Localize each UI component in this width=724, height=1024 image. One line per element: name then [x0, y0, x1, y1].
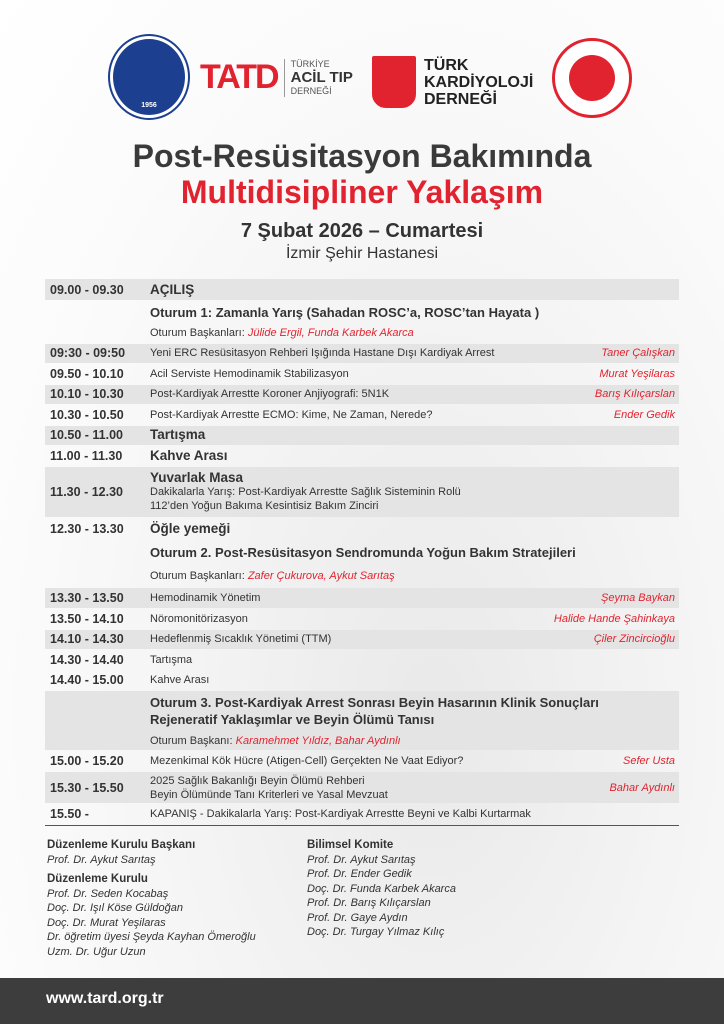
anesthesia-society-logo: [110, 36, 188, 118]
session-body: [150, 283, 679, 297]
committee-member: Doç. Dr. Murat Yeşilaras: [47, 916, 166, 929]
speaker-name: Şeyma Baykan: [601, 591, 675, 604]
talk-title: Post-Kardiyak Arrestte Koroner Anjiyografi: 5N1K: [150, 388, 390, 400]
heart-icon: [372, 56, 416, 108]
speaker-name: Taner Çalışkan: [601, 347, 675, 359]
chair-label: Oturum Başkanı:: [150, 734, 233, 747]
talk-title: Tartışma: [150, 427, 206, 442]
session-time: 09:30 - 09:50: [50, 346, 126, 360]
chair-names: Jülide Ergil, Funda Karbek Akarca: [247, 327, 414, 339]
session-time: 10.30 - 10.50: [50, 407, 124, 422]
session-time: 15.30 - 15.50: [50, 780, 124, 795]
session-time: 14.40 - 15.00: [50, 673, 124, 687]
program-row: [45, 671, 679, 690]
tatd-abbr: TATD: [200, 58, 278, 96]
talk-title: Kahve Arası: [150, 447, 228, 463]
program-table: [45, 279, 679, 826]
session-heading: Rejeneratif Yaklaşımlar ve Beyin Ölümü Tanısı: [150, 711, 435, 727]
session-body: [150, 774, 679, 802]
program-row: [45, 805, 679, 824]
program-row: [45, 385, 679, 404]
committee-member: Prof. Dr. Gaye Aydın: [307, 911, 408, 924]
org-heading: Düzenleme Kurulu: [47, 873, 148, 885]
committee-member: Prof. Dr. Aykut Sarıtaş: [307, 853, 416, 866]
session-body: [150, 346, 679, 360]
talk-title: Nöromonitörizasyon: [150, 612, 248, 625]
speaker-name: Sefer Usta: [623, 755, 675, 767]
session-body: [150, 754, 679, 768]
speaker-name: Ender Gedik: [613, 408, 675, 421]
scientific-committee: [307, 838, 456, 940]
sci-heading: Bilimsel Komite: [307, 839, 394, 851]
talk-title: Öğle yemeği: [150, 520, 231, 536]
event-date: 7 Şubat 2026 – Cumartesi: [240, 220, 484, 242]
session-body: [150, 807, 679, 821]
hospital-seal-logo: [552, 38, 632, 118]
talk-subtitle: Dakikalarla Yarış: Post-Kardiyak Arrestte Sağlık Sisteminin Rolü: [150, 485, 461, 498]
talk-title: KAPANIŞ - Dakikalarla Yarış: Post-Kardiyak Arrestte Beyni ve Kalbi Kurtarmak: [150, 808, 531, 820]
tatd-logo: [200, 58, 353, 97]
program-row: [45, 364, 679, 383]
logo-bar: [0, 36, 724, 126]
session-body: [150, 408, 679, 422]
session-time: 14.10 - 14.30: [50, 632, 124, 646]
program-row: [45, 752, 679, 771]
program-row: [45, 467, 679, 517]
program-row: [45, 279, 679, 300]
speaker-name: Barış Kılıçarslan: [594, 388, 675, 400]
cardio-line2: KARDİYOLOJİ: [424, 73, 534, 91]
talk-title: Yeni ERC Resüsitasyon Rehberi Işığında Hastane Dışı Kardiyak Arrest: [150, 347, 495, 359]
talk-title: Mezenkimal Kök Hücre (Atigen-Cell) Gerçekten Ne Vaat Ediyor?: [150, 755, 464, 767]
cardiology-society-logo: [372, 56, 533, 108]
committee-member: Doç. Dr. Işıl Köse Güldoğan: [47, 902, 183, 914]
session-heading: Oturum 2. Post-Resüsitasyon Sendromunda Yoğun Bakım Stratejileri: [150, 545, 576, 560]
session-body: [150, 428, 679, 442]
session-body: [150, 544, 679, 561]
session-time: 10.50 - 11.00: [50, 428, 123, 442]
session-body: [150, 591, 679, 605]
talk-title: Hedeflenmiş Sıcaklık Yönetimi (TTM): [150, 633, 332, 645]
program-row: [45, 446, 679, 465]
committee-member: Dr. öğretim üyesi Şeyda Kayhan Ömeroğlu: [47, 931, 256, 943]
session-time: 14.30 - 14.40: [50, 652, 124, 667]
session-heading: Oturum 3. Post-Kardiyak Arrest Sonrası Beyin Hasarının Klinik Sonuçları: [150, 694, 599, 710]
talk-title: Acil Serviste Hemodinamik Stabilizasyon: [150, 367, 349, 380]
session-time: 11.00 - 11.30: [50, 448, 123, 463]
committee-member: Doç. Dr. Funda Karbek Akarca: [307, 882, 456, 895]
organizing-committee: [47, 838, 256, 959]
talk-title: Kahve Arası: [150, 674, 210, 686]
program-row: [45, 324, 679, 342]
session-body: [150, 326, 679, 340]
session-body: [150, 449, 679, 463]
session-time: 09.00 - 09.30: [50, 282, 124, 297]
cardio-line1: TÜRK: [424, 56, 469, 74]
talk-subtitle: Beyin Ölümünde Tanı Kriterleri ve Yasal Mevzuat: [150, 788, 388, 801]
speaker-name: Halide Hande Şahinkaya: [553, 612, 675, 625]
program-row: [45, 630, 679, 649]
session-time: 15.50 -: [50, 807, 89, 821]
program-row: [45, 691, 679, 750]
session-body: [150, 304, 679, 321]
session-time: 11.30 - 12.30: [50, 484, 123, 499]
program-row: [45, 588, 679, 608]
logo-year: 1956: [141, 102, 157, 109]
caduceus-icon: [569, 55, 615, 101]
session-time: 12.30 - 13.30: [50, 521, 124, 536]
session-body: [150, 522, 679, 536]
chair-label: Oturum Başkanları:: [150, 327, 245, 339]
program-row: [45, 302, 679, 323]
committee-member: Prof. Dr. Ender Gedik: [307, 868, 412, 880]
session-body: [150, 694, 679, 748]
talk-title: 2025 Sağlık Bakanlığı Beyin Ölümü Rehberi: [150, 774, 365, 787]
footer: [0, 978, 724, 1024]
program-row: [45, 772, 679, 803]
program-row: [45, 405, 679, 424]
session-body: [150, 471, 679, 513]
speaker-name: Bahar Aydınlı: [609, 781, 675, 794]
session-time: 13.30 - 13.50: [50, 590, 124, 605]
talk-title: Post-Kardiyak Arrestte ECMO: Kime, Ne Zaman, Nerede?: [150, 408, 433, 421]
tatd-line1: TÜRKİYE: [290, 58, 330, 69]
chair-names: Karamehmet Yıldız, Bahar Aydınlı: [235, 734, 401, 747]
speaker-name: Çiler Zincircioğlu: [593, 633, 675, 645]
chair-label: Oturum Başkanları:: [150, 570, 245, 582]
session-heading: Oturum 1: Zamanla Yarış (Sahadan ROSC’a, ROSC’tan Hayata ): [150, 304, 540, 320]
chair-name: Prof. Dr. Aykut Sarıtaş: [47, 853, 156, 866]
talk-subtitle: 112’den Yoğun Bakıma Kesintisiz Bakım Zinciri: [150, 499, 379, 512]
session-time: 09.50 - 10.10: [50, 366, 124, 381]
page-title: Post-Resüsitasyon Bakımında: [132, 138, 592, 174]
session-body: [150, 673, 679, 687]
tatd-line3: DERNEĞİ: [290, 85, 332, 96]
committee-member: Prof. Dr. Seden Kocabaş: [47, 887, 169, 900]
talk-title: Tartışma: [150, 653, 193, 666]
session-time: 10.10 - 10.30: [50, 387, 124, 401]
speaker-name: Murat Yeşilaras: [599, 367, 675, 380]
committee-member: Uzm. Dr. Uğur Uzun: [47, 945, 146, 958]
program-row: [45, 518, 679, 539]
talk-title: Yuvarlak Masa: [150, 469, 244, 485]
cardio-line3: DERNEĞİ: [424, 90, 497, 108]
program-row: [45, 426, 679, 445]
program-row: [45, 541, 679, 565]
program-row: [45, 566, 679, 586]
session-body: [150, 653, 679, 667]
committee-member: Doç. Dr. Turgay Yılmaz Kılıç: [307, 926, 445, 938]
talk-title: Hemodinamik Yönetim: [150, 591, 261, 604]
event-venue: İzmir Şehir Hastanesi: [285, 245, 439, 262]
session-body: [150, 569, 679, 583]
page-subtitle: Multidisipliner Yaklaşım: [180, 174, 544, 210]
tatd-line2: ACİL TIP: [290, 68, 353, 86]
session-time: 15.00 - 15.20: [50, 754, 124, 768]
committee-member: Prof. Dr. Barış Kılıçarslan: [307, 897, 431, 909]
program-row: [45, 650, 679, 669]
program-row: [45, 609, 679, 628]
website-link[interactable]: www.tard.org.tr: [46, 990, 164, 1007]
chair-names: Zafer Çukurova, Aykut Sarıtaş: [247, 570, 395, 582]
talk-title: AÇILIŞ: [150, 281, 195, 297]
chair-heading: Düzenleme Kurulu Başkanı: [47, 839, 196, 851]
program-row: [45, 344, 679, 363]
session-chairs: [150, 734, 679, 748]
session-time: 13.50 - 14.10: [50, 611, 124, 626]
